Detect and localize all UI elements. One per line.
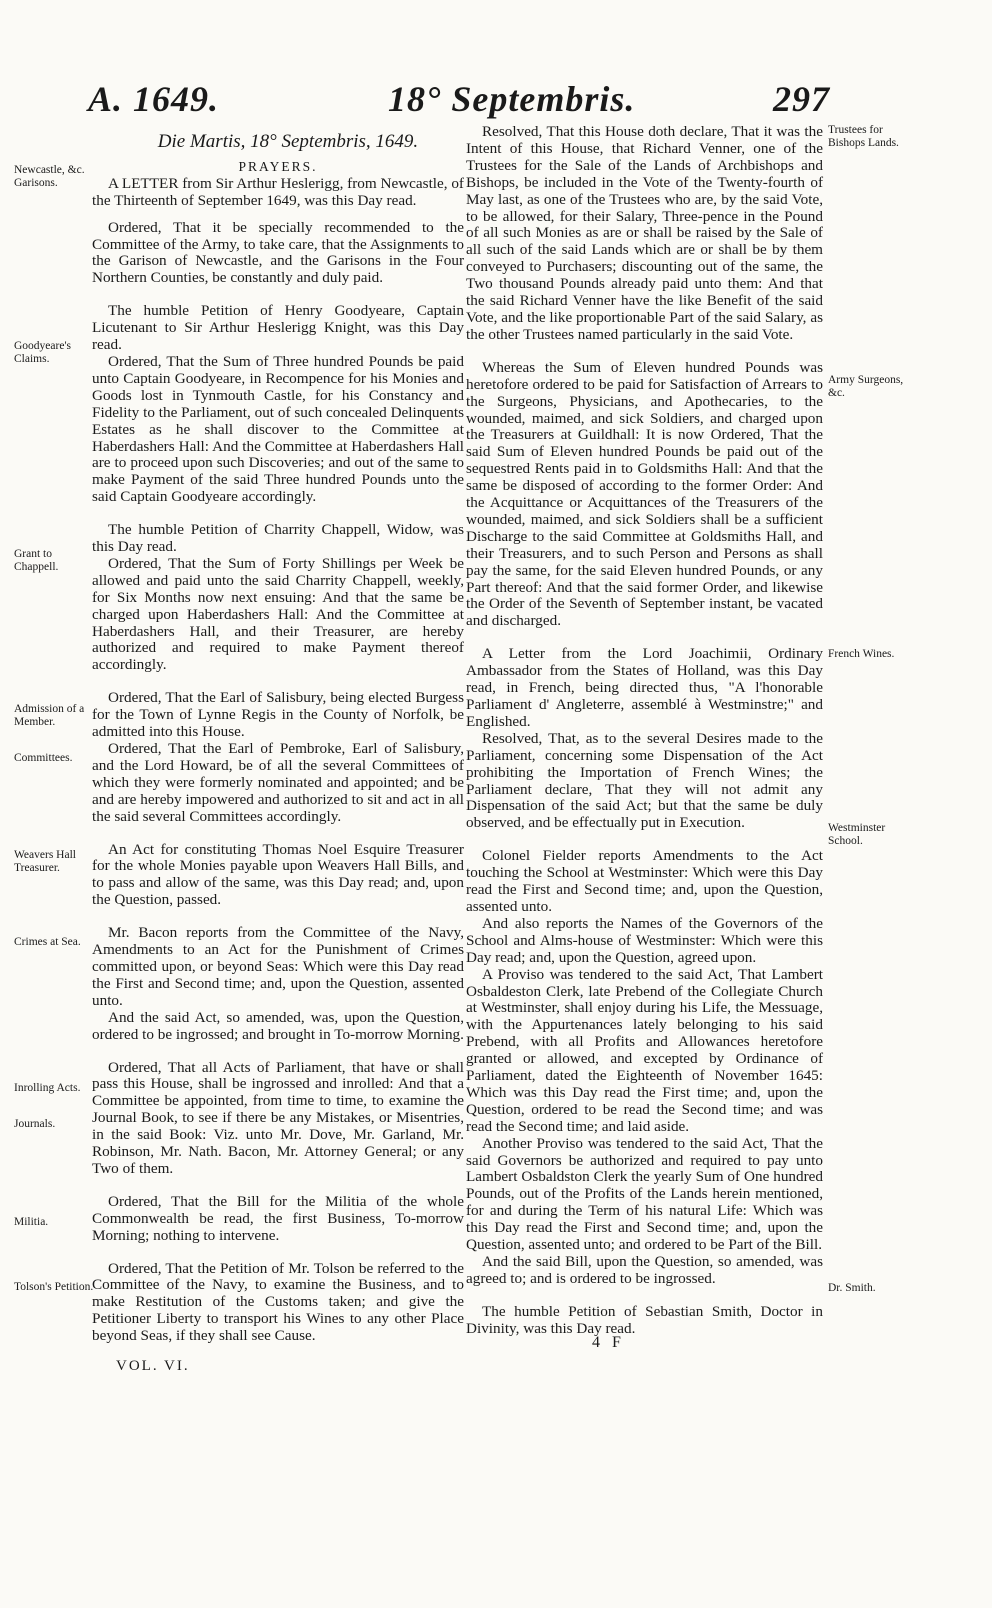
header-year: A. 1649. xyxy=(88,79,220,119)
margin-note: Trustees for Bishops Lands. xyxy=(828,124,899,149)
margin-note: Militia. xyxy=(14,1216,49,1228)
paragraph: The humble Petition of Charrity Chappell, Widow, was this Day read. xyxy=(92,521,464,556)
paragraph: Ordered, That the Earl of Salisbury, being elected Burgess for the Town of Lynne Regis in the County of Norfolk, be admitted into this House. xyxy=(92,689,464,741)
margin-note: Goodyeare's Claims. xyxy=(14,340,71,365)
right-column xyxy=(466,124,823,1338)
margin-note: Westminster School. xyxy=(828,822,886,847)
paragraph: Ordered, That it be specially recommended to the Committee of the Army, to take care, that the Assignments to the Garison of Newcastle, and the Garisons in the Four Northern Counties, be constantly and duly paid. xyxy=(92,218,464,287)
paragraph: Colonel Fielder reports Amendments to the Act touching the School at Westminster: Which were this Day read the First and Second time; and, upon the Question, assented unto. xyxy=(466,847,823,915)
margin-note: Army Surgeons, &c. xyxy=(828,374,904,399)
paragraph: Resolved, That, as to the several Desires made to the Parliament, concerning some Dispensation of the Act prohibiting the Importation of French Wines; the Parliament declare, That they will not admit any Dispensation of the said Act; but that the same be duly observed, and be effectually put in Execution. xyxy=(466,729,823,832)
paragraph: Ordered, That the Sum of Three hundred Pounds be paid unto Captain Goodyeare, in Recompence for his Monies and Goods lost in Tynmouth Castle, for his Constancy and Fidelity to the Parliament, out of such concealed Delinquents Estates as he shall discover to the Committee at Haberdashers Hall: And the Committee at Haberdashers Hall are to proceed upon such Discoveries; and out of the same to make Payment of the said Three hundred Pounds unto the said Captain Goodyeare accordingly. xyxy=(92,352,464,506)
paragraph: Ordered, That the Earl of Pembroke, Earl of Salisbury, and the Lord Howard, be of all the several Committees of which they were formerly nominated and appointed; and be and are hereby impowered and authorized to sit and act in all the said several Committees accordingly. xyxy=(92,740,464,825)
left-column xyxy=(92,131,464,1345)
margin-note: Weavers Hall Treasurer. xyxy=(14,849,76,874)
header-page-number: 297 xyxy=(773,79,830,119)
margin-note: Dr. Smith. xyxy=(828,1282,876,1294)
signature-mark: 4 F xyxy=(592,1334,625,1351)
margin-note: Inrolling Acts. xyxy=(14,1082,81,1094)
header-date: 18° Septembris. xyxy=(388,79,636,119)
paragraph: And the said Act, so amended, was, upon the Question, ordered to be ingrossed; and brought in To-morrow Morning. xyxy=(92,1008,464,1043)
paragraph: The humble Petition of Sebastian Smith, Doctor in Divinity, was this Day read. xyxy=(466,1302,823,1337)
paragraph: Resolved, That this House doth declare, That it was the Intent of this House, that Richard Venner, one of the Trustees for the Sale of the Lands of Archbishops and Bishops, be included in the Vote of the Twenty-fourth of May last, as one of the Trustees who are, by the said Vote, to be allowed, for their Salary, Three-pence in the Pound of all such Monies as are or shall be raised by the Sale of all such of the said Lands which are or shall be by them conveyed to Purchasers; discounting out of the same, the Two thousand Pounds already paid unto them: And that the said Richard Venner have the like Benefit of the said Vote, and the like proportionable Part of the said Salary, as the other Trustees named particularly in the said Vote. xyxy=(466,123,823,343)
prayers-heading: PRAYERS. xyxy=(238,158,318,174)
paragraph: A Letter from the Lord Joachimii, Ordinary Ambassador from the States of Holland, was this Day read, in French, being directed thus, "A l'honorable Parliament d' Angleterre, assemblé à Westminstre;" and Englished. xyxy=(466,645,823,730)
paragraph: A Proviso was tendered to the said Act, That Lambert Osbaldeston Clerk, late Prebend of the Collegiate Church at Westminster, shall enjoy during his Life, the Messuage, with the Appurtenances lately belonging to his said Prebend, with all Profits and Allowances heretofore granted or allowed, and excepted by Ordinance of Parliament, dated the Eighteenth of November 1645: Which was this Day read the First time; and, upon the Question, ordered to be read the Second time; and was read the Second time; and laid aside. xyxy=(466,965,823,1135)
paragraph: Mr. Bacon reports from the Committee of the Navy, Amendments to an Act for the Punishment of Crimes committed upon, or beyond Seas: Which were this Day read the First and Second time; and, upon the Question, assented unto. xyxy=(92,924,464,1009)
paragraph: Whereas the Sum of Eleven hundred Pounds was heretofore ordered to be paid for Satisfaction of Arrears to the Surgeons, Physicians, and Apothecaries, to the wounded, maimed, and sick Soldiers, and charged upon the Treasurers at Guildhall: It is now Ordered, That the said Sum of Eleven hundred Pounds be paid out of the sequestred Rents paid in to Goldsmiths Hall: And that the same be disposed of according to the former Order: And the Acquittance or Acquittances of the Treasurers of the wounded, maimed, and sick Soldiers shall be a sufficient Discharge to the said Committee at Goldsmiths Hall, and their Treasurers, and to such Person and Persons as shall pay the same, for the said Eleven hundred Pounds, or any Part thereof: And that the said former Order, and likewise the Order of the Seventh of September instant, be vacated and discharged. xyxy=(466,358,823,630)
paragraph: And the said Bill, upon the Question, so amended, was agreed to; and is ordered to be ingrossed. xyxy=(466,1253,823,1287)
sitting-date: Die Martis, 18° Septembris, 1649. xyxy=(157,131,419,152)
margin-note: Committees. xyxy=(14,752,73,764)
margin-note: French Wines. xyxy=(828,648,895,660)
paragraph: Ordered, That the Petition of Mr. Tolson be referred to the Committee of the Navy, to examine the Business, and to make Restitution of the Customs taken; and give the Petitioner Liberty to transport his Wines to any other Place beyond Seas, if they shall see Cause. xyxy=(92,1259,464,1345)
paragraph: A LETTER from Sir Arthur Heslerigg, from Newcastle, of the Thirteenth of September 1649, was this Day read. xyxy=(92,174,464,209)
margin-note: Tolson's Petition. xyxy=(14,1281,94,1293)
margin-note: Crimes at Sea. xyxy=(14,936,81,948)
margin-note: Grant to Chappell. xyxy=(14,548,59,573)
volume-label: VOL. VI. xyxy=(116,1358,190,1374)
paragraph: Another Proviso was tendered to the said Act, That the said Governors be authorized and required to pay unto Lambert Osbaldston Clerk the yearly Sum of One hundred Pounds, out of the Profits of the Lands herein mentioned, for and during the Term of his natural Life: Which was this Day read the First and Second time; and, upon the Question, assented unto; and ordered to be Part of the Bill. xyxy=(466,1134,823,1254)
paragraph: An Act for constituting Thomas Noel Esquire Treasurer for the whole Monies payable upon Weavers Hall Bills, and to pass and allow of the same, was this Day read; and, upon the Question, passed. xyxy=(92,840,464,909)
paragraph: The humble Petition of Henry Goodyeare, Captain Licutenant to Sir Arthur Heslerigg Knight, was this Day read. xyxy=(92,302,464,354)
margin-note: Admission of a Member. xyxy=(14,703,85,728)
margin-note: Newcastle, &c. Garisons. xyxy=(14,164,85,189)
margin-note: Journals. xyxy=(14,1118,56,1130)
paragraph: And also reports the Names of the Governors of the School and Alms-house of Westminster: Which were this Day read; and, upon the Question, agreed upon. xyxy=(466,914,823,966)
paragraph: Ordered, That the Bill for the Militia of the whole Commonwealth be read, the first Business, To-morrow Morning; nothing to intervene. xyxy=(92,1192,464,1244)
paragraph: Ordered, That all Acts of Parliament, that have or shall pass this House, shall be ingrossed and inrolled: And that a Committee be appointed, from time to time, to examine the Journal Book, to see if there be any Mistakes, or Misentries, in the said Book: Viz. unto Mr. Dove, Mr. Garland, Mr. Robinson, Mr. Nath. Bacon, Mr. Attorney General; or any Two of them. xyxy=(92,1058,464,1177)
paragraph: Ordered, That the Sum of Forty Shillings per Week be allowed and paid unto the said Charrity Chappell, weekly, for Six Months now next ensuing: And that the same be charged upon Haberdashers Hall: And the Committee at Haberdashers Hall, and their Treasurer, are hereby authorized and required to make Payment thereof accordingly. xyxy=(92,554,464,674)
